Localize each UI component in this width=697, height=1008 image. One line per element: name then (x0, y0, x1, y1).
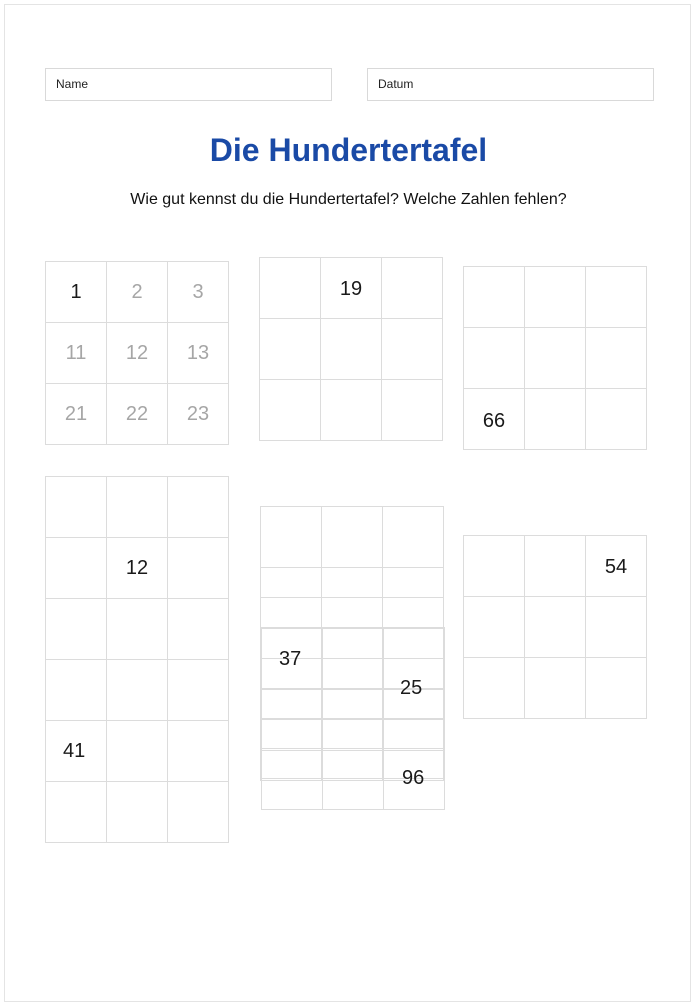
grid-cell[interactable] (586, 658, 647, 719)
grid-cell[interactable] (107, 384, 168, 445)
grid-cell[interactable] (107, 599, 168, 660)
name-label: Name (56, 77, 89, 91)
grid-cell[interactable] (525, 389, 586, 450)
grid-cell[interactable] (168, 660, 229, 721)
grid-cell[interactable] (168, 262, 229, 323)
grid-cell[interactable] (321, 319, 382, 380)
grid-cell[interactable] (382, 380, 443, 441)
date-field[interactable] (367, 68, 654, 101)
grid-cell[interactable] (46, 323, 107, 384)
given-number: 41 (63, 739, 86, 762)
given-number: 12 (125, 556, 149, 579)
grid-cell[interactable] (464, 389, 525, 450)
grid-cell[interactable] (586, 267, 647, 328)
hint-number: 3 (192, 280, 204, 303)
grid-cell[interactable] (464, 658, 525, 719)
grid-cell[interactable] (107, 262, 168, 323)
hint-number: 2 (131, 280, 143, 303)
grid-cell[interactable] (168, 782, 229, 843)
grid-cell[interactable] (525, 658, 586, 719)
given-number: 25 (400, 677, 423, 699)
grid-cell[interactable] (46, 538, 107, 599)
grid-cell[interactable] (586, 389, 647, 450)
grid-cell[interactable] (323, 779, 384, 810)
given-number: 19 (339, 278, 363, 300)
grid-cell[interactable] (321, 380, 382, 441)
grid-cell[interactable] (322, 568, 383, 598)
grid-cell[interactable] (261, 568, 322, 598)
grid-cell[interactable] (168, 721, 229, 782)
grid-cell[interactable] (261, 598, 322, 629)
grid-cell[interactable] (586, 536, 647, 597)
hint-number: 11 (65, 341, 87, 364)
grid-cell[interactable] (384, 719, 445, 749)
grid-cell[interactable] (383, 568, 444, 598)
grid-cell[interactable] (382, 319, 443, 380)
grid-cell[interactable] (321, 258, 382, 319)
grid-cell[interactable] (46, 477, 107, 538)
grid-cell[interactable] (464, 267, 525, 328)
given-number: 66 (482, 409, 506, 432)
grid-cell[interactable] (464, 328, 525, 389)
given-number: 1 (70, 280, 82, 303)
grid-cell[interactable] (168, 477, 229, 538)
hint-number: 12 (125, 341, 149, 364)
grid-cell[interactable] (107, 477, 168, 538)
hint-number: 13 (186, 341, 210, 364)
grid-cell[interactable] (383, 598, 444, 629)
grid-cell[interactable] (46, 262, 107, 323)
grid-cell[interactable] (262, 779, 323, 810)
grid-cell[interactable] (586, 597, 647, 658)
grid-cell[interactable] (586, 328, 647, 389)
instructions: Wie gut kennst du die Hundertertafel? Welche Zahlen fehlen? (130, 191, 567, 208)
grid-cell[interactable] (525, 267, 586, 328)
grid-cell[interactable] (168, 538, 229, 599)
grid-cell[interactable] (107, 660, 168, 721)
given-number: 96 (402, 767, 425, 789)
grid-cell[interactable] (107, 721, 168, 782)
grid-cell[interactable] (382, 258, 443, 319)
grid-cell[interactable] (464, 597, 525, 658)
puzzle-grid-6 (463, 535, 647, 719)
grid-cell[interactable] (464, 536, 525, 597)
hint-number: 23 (186, 402, 210, 425)
grid-cell[interactable] (46, 660, 107, 721)
grid-cell[interactable] (46, 782, 107, 843)
grid-cell[interactable] (261, 507, 322, 568)
grid-cell[interactable] (107, 538, 168, 599)
grid-cell[interactable] (525, 328, 586, 389)
given-number: 54 (604, 556, 628, 578)
given-number: 37 (279, 648, 302, 670)
grid-cell[interactable] (525, 536, 586, 597)
grid-cell[interactable] (260, 380, 321, 441)
grid-cell[interactable] (323, 719, 384, 749)
grid-cell[interactable] (46, 384, 107, 445)
page-title: Die Hundertertafel (209, 132, 488, 168)
grid-cell[interactable] (107, 782, 168, 843)
hint-number: 22 (125, 402, 149, 425)
puzzle-grid-3 (463, 266, 647, 450)
grid-cell[interactable] (107, 323, 168, 384)
grid-cell[interactable] (262, 689, 323, 719)
name-field[interactable] (45, 68, 332, 101)
grid-cell[interactable] (46, 599, 107, 660)
grid-cell[interactable] (383, 507, 444, 568)
puzzle-grid-2 (259, 257, 443, 441)
grid-cell[interactable] (323, 628, 384, 689)
grid-cell[interactable] (262, 749, 323, 779)
grid-cell[interactable] (525, 597, 586, 658)
grid-cell[interactable] (322, 507, 383, 568)
grid-cell[interactable] (168, 599, 229, 660)
date-label: Datum (378, 77, 414, 91)
puzzle-grid-4 (45, 476, 229, 843)
grid-cell[interactable] (323, 689, 384, 719)
hint-number: 21 (64, 402, 88, 425)
grid-cell[interactable] (262, 719, 323, 749)
grid-cell[interactable] (322, 598, 383, 629)
grid-cell[interactable] (323, 749, 384, 779)
grid-cell[interactable] (260, 319, 321, 380)
grid-cell[interactable] (46, 721, 107, 782)
grid-cell[interactable] (168, 384, 229, 445)
grid-cell[interactable] (168, 323, 229, 384)
puzzle-grid-1 (45, 261, 229, 445)
grid-cell[interactable] (260, 258, 321, 319)
